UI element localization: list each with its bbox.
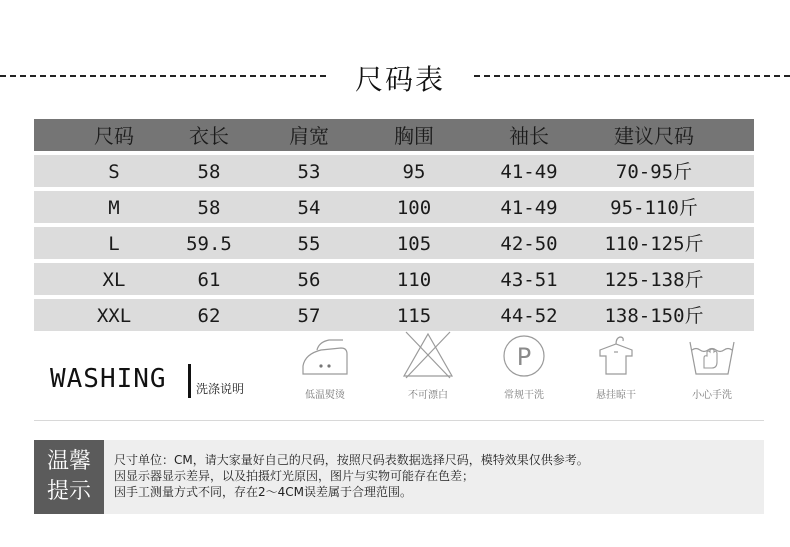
table-row [34,191,754,223]
cell-size: S [108,161,120,183]
cell-sleeve: 41-49 [500,161,558,183]
cell-recommended: 70-95斤 [615,161,693,183]
cell-chest: 105 [396,233,432,255]
table-row [34,263,754,295]
title-row [0,58,790,98]
tips-label [34,440,104,514]
cell-chest: 115 [396,305,432,327]
title-dashes-right [474,75,790,77]
tips-line: 尺寸单位：CM，请大家量好自己的尺码，按照尺码表数据选择尺码，模特效果仅供参考。 [114,453,589,467]
cell-shoulder: 56 [297,269,321,291]
care-label: 小心手洗 [692,390,732,401]
cell-sleeve: 41-49 [500,197,558,219]
tips-line: 因显示器显示差异，以及拍摄灯光原因，图片与实物可能存在色差； [114,469,475,483]
table-header [34,119,754,151]
cell-recommended: 110-125斤 [604,233,704,255]
cell-size: XL [102,269,126,291]
page-title: 尺码表 [354,63,445,96]
section-divider [34,420,764,421]
cell-length: 61 [197,269,221,291]
cell-length: 58 [197,197,221,219]
header-cell-shoulder: 肩宽 [289,124,329,148]
cell-shoulder: 54 [297,197,321,219]
cell-recommended: 95-110斤 [610,197,698,219]
care-item-hang-dry [576,328,656,401]
cell-length: 62 [197,305,221,327]
cell-length: 59.5 [186,233,232,255]
svg-text:P: P [516,343,532,371]
cell-size: L [108,233,120,255]
iron-icon [295,328,355,382]
cell-sleeve: 44-52 [500,305,558,327]
cell-size: XXL [96,305,132,327]
table-row [34,227,754,259]
care-item-no-bleach [388,328,468,401]
tips-label-line2: 提示 [46,479,91,504]
header-cell-recommended: 建议尺码 [614,124,694,148]
washing-title: WASHING [50,364,167,394]
tips-label-line1: 温馨 [46,449,91,474]
hang-dry-icon [586,328,646,382]
cell-shoulder: 55 [297,233,321,255]
no-bleach-icon [398,328,458,382]
cell-size: M [108,197,120,219]
care-item-dry-clean [484,328,564,401]
table-row [34,299,754,331]
header-cell-chest: 胸围 [394,124,434,148]
header-cell-sleeve: 袖长 [509,124,549,148]
care-label: 不可漂白 [408,390,448,401]
tips-line: 因手工测量方式不同，存在2～4CM误差属于合理范围。 [114,485,413,499]
cell-recommended: 138-150斤 [604,305,704,327]
cell-recommended: 125-138斤 [604,269,704,291]
cell-length: 58 [197,161,221,183]
care-icons [0,328,790,408]
cell-chest: 110 [396,269,432,291]
care-item-iron [285,328,365,401]
header-cell-length: 衣长 [189,124,229,148]
cell-shoulder: 57 [297,305,321,327]
care-label: 低温熨烫 [305,390,345,401]
dry-clean-p-icon [494,328,554,382]
cell-shoulder: 53 [297,161,321,183]
title-dashes-left [0,75,326,77]
care-label: 悬挂晾干 [596,390,636,401]
table-row [34,155,754,187]
hand-wash-icon [682,328,742,382]
tips-text [114,452,589,500]
cell-sleeve: 42-50 [500,233,558,255]
cell-chest: 95 [402,161,426,183]
cell-chest: 100 [396,197,432,219]
cell-sleeve: 43-51 [500,269,558,291]
care-label: 常规干洗 [504,390,544,401]
care-item-hand-wash [672,328,752,401]
washing-subtitle: 洗涤说明 [196,382,245,396]
size-table [34,119,754,335]
header-cell-size: 尺码 [94,124,134,148]
tips-panel [34,440,764,514]
